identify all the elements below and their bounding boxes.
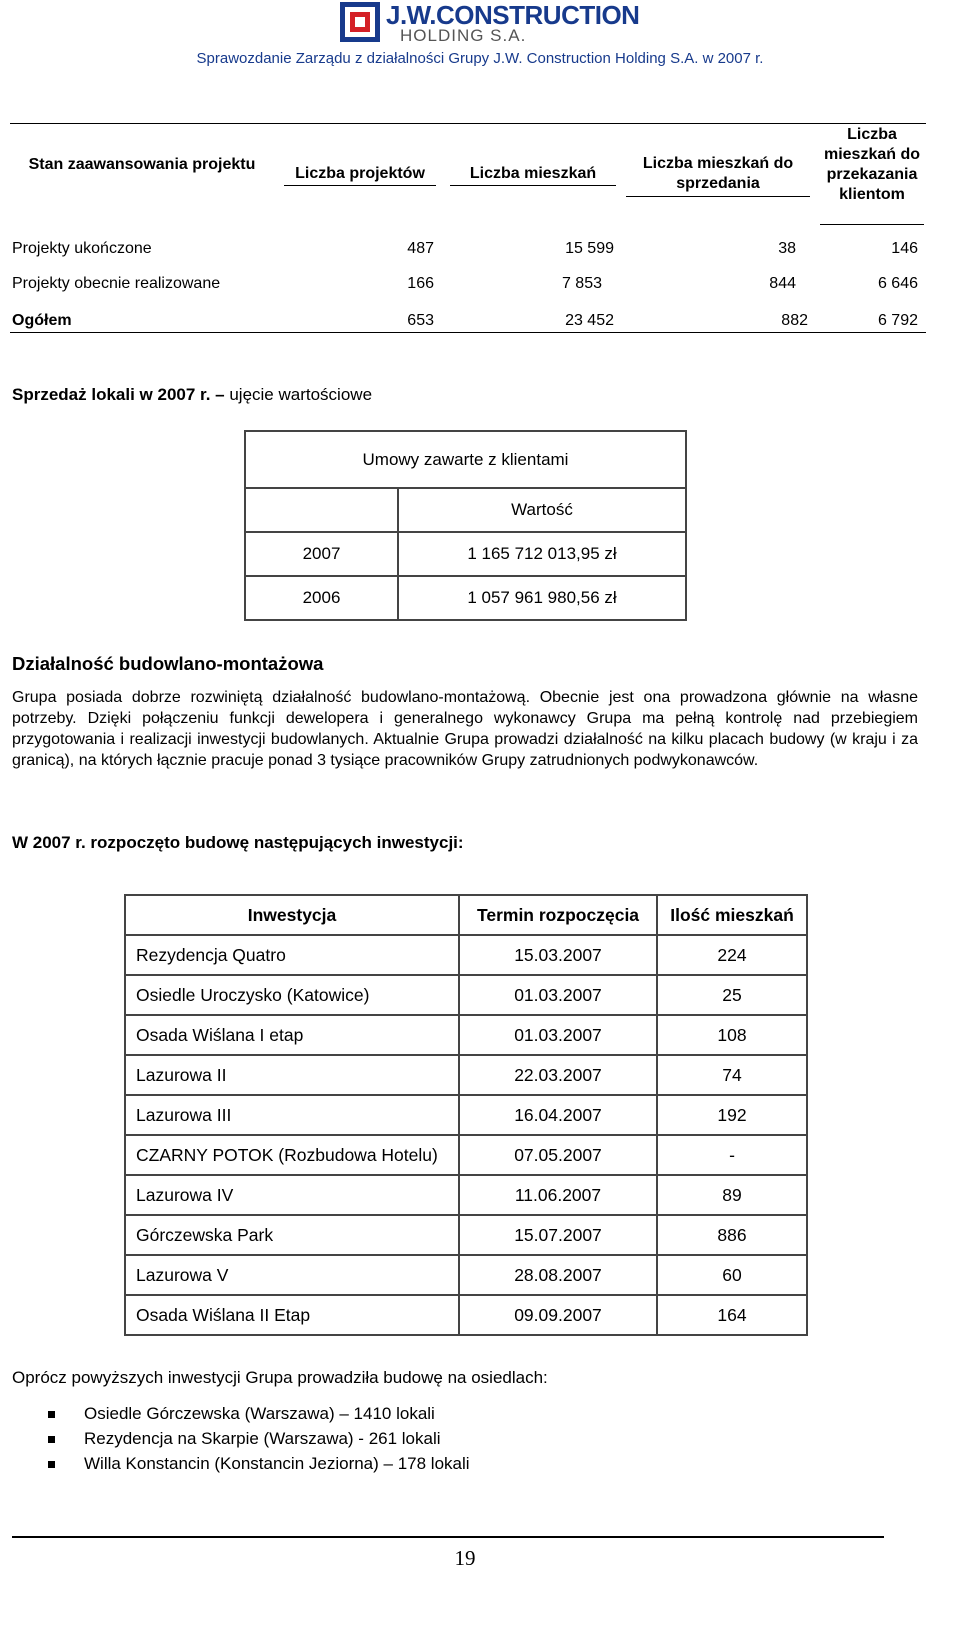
other-list — [12, 1404, 912, 1479]
cell-flats: 15 599 — [565, 240, 614, 257]
sales-year: 2007 — [245, 532, 398, 576]
sales-table — [244, 430, 687, 621]
inv-cell-date: 07.05.2007 — [459, 1135, 657, 1175]
cell-for-sale: 844 — [769, 275, 796, 292]
table-row — [125, 1215, 807, 1255]
col-header-flats: Liczba mieszkań — [469, 165, 597, 182]
cell-to-handover: 146 — [891, 240, 918, 257]
inv-cell-count: 224 — [657, 935, 807, 975]
sales-empty-cell — [245, 488, 398, 532]
inv-cell-name: Lazurowa IV — [125, 1175, 459, 1215]
inv-cell-date: 22.03.2007 — [459, 1055, 657, 1095]
investments-table — [124, 894, 808, 1336]
cell-projects: 487 — [407, 240, 434, 257]
inv-cell-name: Osiedle Uroczysko (Katowice) — [125, 975, 459, 1015]
logo-mark-icon — [340, 2, 380, 42]
table-row — [125, 1095, 807, 1135]
investments-heading: W 2007 r. rozpoczęto budowę następujących inwestycji: — [12, 833, 464, 852]
inv-cell-name: CZARNY POTOK (Rozbudowa Hotelu) — [125, 1135, 459, 1175]
sales-title — [12, 385, 372, 405]
inv-cell-date: 28.08.2007 — [459, 1255, 657, 1295]
sales-year: 2006 — [245, 576, 398, 620]
table-row — [125, 1255, 807, 1295]
inv-header-name: Inwestycja — [125, 895, 459, 935]
inv-cell-count: 886 — [657, 1215, 807, 1255]
table-row — [125, 1175, 807, 1215]
list-item-text: Osiedle Górczewska (Warszawa) – 1410 lokali — [84, 1404, 435, 1423]
list-item — [12, 1454, 912, 1479]
inv-cell-name: Górczewska Park — [125, 1215, 459, 1255]
inv-cell-count: 108 — [657, 1015, 807, 1055]
inv-cell-name: Lazurowa III — [125, 1095, 459, 1135]
table-row — [125, 1135, 807, 1175]
construction-paragraph: Grupa posiada dobrze rozwiniętą działalność budowlano-montażową. Obecnie jest ona prowadzona głównie na własne potrzeby. Dzięki połączeniu funkcji dewelopera i generalnego wykonawcy Grupa ma pełną kontrolę nad przebiegiem przygotowania i realizacji inwestycji budowlanych. Aktualnie Grupa prowadzi działalność na kilku placach budowy (w kraju i za granicą), na których łącznie pracuje ponad 3 tysiące pracowników Grupy zatrudnionych podwykonawców. — [12, 689, 918, 769]
bullet-icon — [48, 1436, 55, 1443]
sales-title-part1: Sprzedaż lokali w 2007 r. — [12, 385, 216, 404]
table-row — [125, 1295, 807, 1335]
inv-cell-count: 74 — [657, 1055, 807, 1095]
row-label: Projekty obecnie realizowane — [12, 275, 221, 292]
sales-value-header: Wartość — [398, 488, 686, 532]
inv-cell-count: - — [657, 1135, 807, 1175]
sales-value: 1 057 961 980,56 zł — [398, 576, 686, 620]
sales-title-dash: – — [215, 385, 225, 404]
list-item-text: Rezydencja na Skarpie (Warszawa) - 261 lokali — [84, 1429, 441, 1448]
inv-cell-date: 11.06.2007 — [459, 1175, 657, 1215]
footer-rule — [12, 1536, 884, 1538]
cell-to-handover: 6 646 — [877, 275, 918, 292]
company-logo — [340, 0, 640, 45]
list-item — [12, 1404, 912, 1429]
table-row — [125, 975, 807, 1015]
bullet-icon — [48, 1411, 55, 1418]
inv-cell-date: 16.04.2007 — [459, 1095, 657, 1135]
col-header-status: Stan zaawansowania projektu — [28, 156, 256, 173]
inv-cell-date: 15.03.2007 — [459, 935, 657, 975]
inv-cell-count: 192 — [657, 1095, 807, 1135]
inv-cell-name: Osada Wiślana I etap — [125, 1015, 459, 1055]
report-title: Sprawozdanie Zarządu z działalności Grupy J.W. Construction Holding S.A. w 2007 r. — [196, 50, 764, 67]
cell-for-sale: 38 — [778, 240, 796, 257]
page-number: 19 — [454, 1546, 476, 1570]
cell-flats: 23 452 — [565, 312, 614, 329]
cell-projects: 653 — [407, 312, 434, 329]
inv-cell-date: 01.03.2007 — [459, 975, 657, 1015]
bullet-icon — [48, 1461, 55, 1468]
cell-to-handover: 6 792 — [877, 312, 918, 329]
cell-projects: 166 — [407, 275, 434, 292]
inv-cell-name: Lazurowa II — [125, 1055, 459, 1095]
row-label: Projekty ukończone — [12, 240, 152, 257]
inv-cell-count: 60 — [657, 1255, 807, 1295]
logo-brand-text: J.W.CONSTRUCTION — [386, 0, 640, 30]
cell-for-sale: 882 — [781, 312, 808, 329]
inv-cell-date: 09.09.2007 — [459, 1295, 657, 1335]
col-header-projects: Liczba projektów — [295, 165, 425, 182]
list-item — [12, 1429, 912, 1454]
sales-title-part2: ujęcie wartościowe — [224, 385, 373, 404]
table-row — [125, 1055, 807, 1095]
other-intro: Oprócz powyższych inwestycji Grupa prowadziła budowę na osiedlach: — [12, 1368, 548, 1387]
inv-cell-count: 164 — [657, 1295, 807, 1335]
table-row — [125, 935, 807, 975]
inv-cell-name: Osada Wiślana II Etap — [125, 1295, 459, 1335]
list-item-text: Willa Konstancin (Konstancin Jeziorna) – 178 lokali — [84, 1454, 470, 1473]
inv-cell-name: Lazurowa V — [125, 1255, 459, 1295]
inv-header-count: Ilość mieszkań — [657, 895, 807, 935]
inv-cell-count: 25 — [657, 975, 807, 1015]
inv-header-date: Termin rozpoczęcia — [459, 895, 657, 935]
row-label-total: Ogółem — [12, 312, 72, 329]
col-header-to-handover: Liczba mieszkań do przekazania klientom — [823, 126, 921, 203]
sales-value: 1 165 712 013,95 zł — [398, 532, 686, 576]
table-row — [125, 1015, 807, 1055]
construction-heading: Działalność budowlano-montażowa — [12, 653, 324, 674]
inv-cell-name: Rezydencja Quatro — [125, 935, 459, 975]
inv-cell-date: 15.07.2007 — [459, 1215, 657, 1255]
inv-cell-date: 01.03.2007 — [459, 1015, 657, 1055]
inv-cell-count: 89 — [657, 1175, 807, 1215]
cell-flats: 7 853 — [561, 275, 602, 292]
col-header-for-sale: Liczba mieszkań do sprzedania — [642, 155, 794, 192]
logo-holding-text: HOLDING S.A. — [400, 26, 527, 45]
sales-table-header: Umowy zawarte z klientami — [245, 431, 686, 488]
